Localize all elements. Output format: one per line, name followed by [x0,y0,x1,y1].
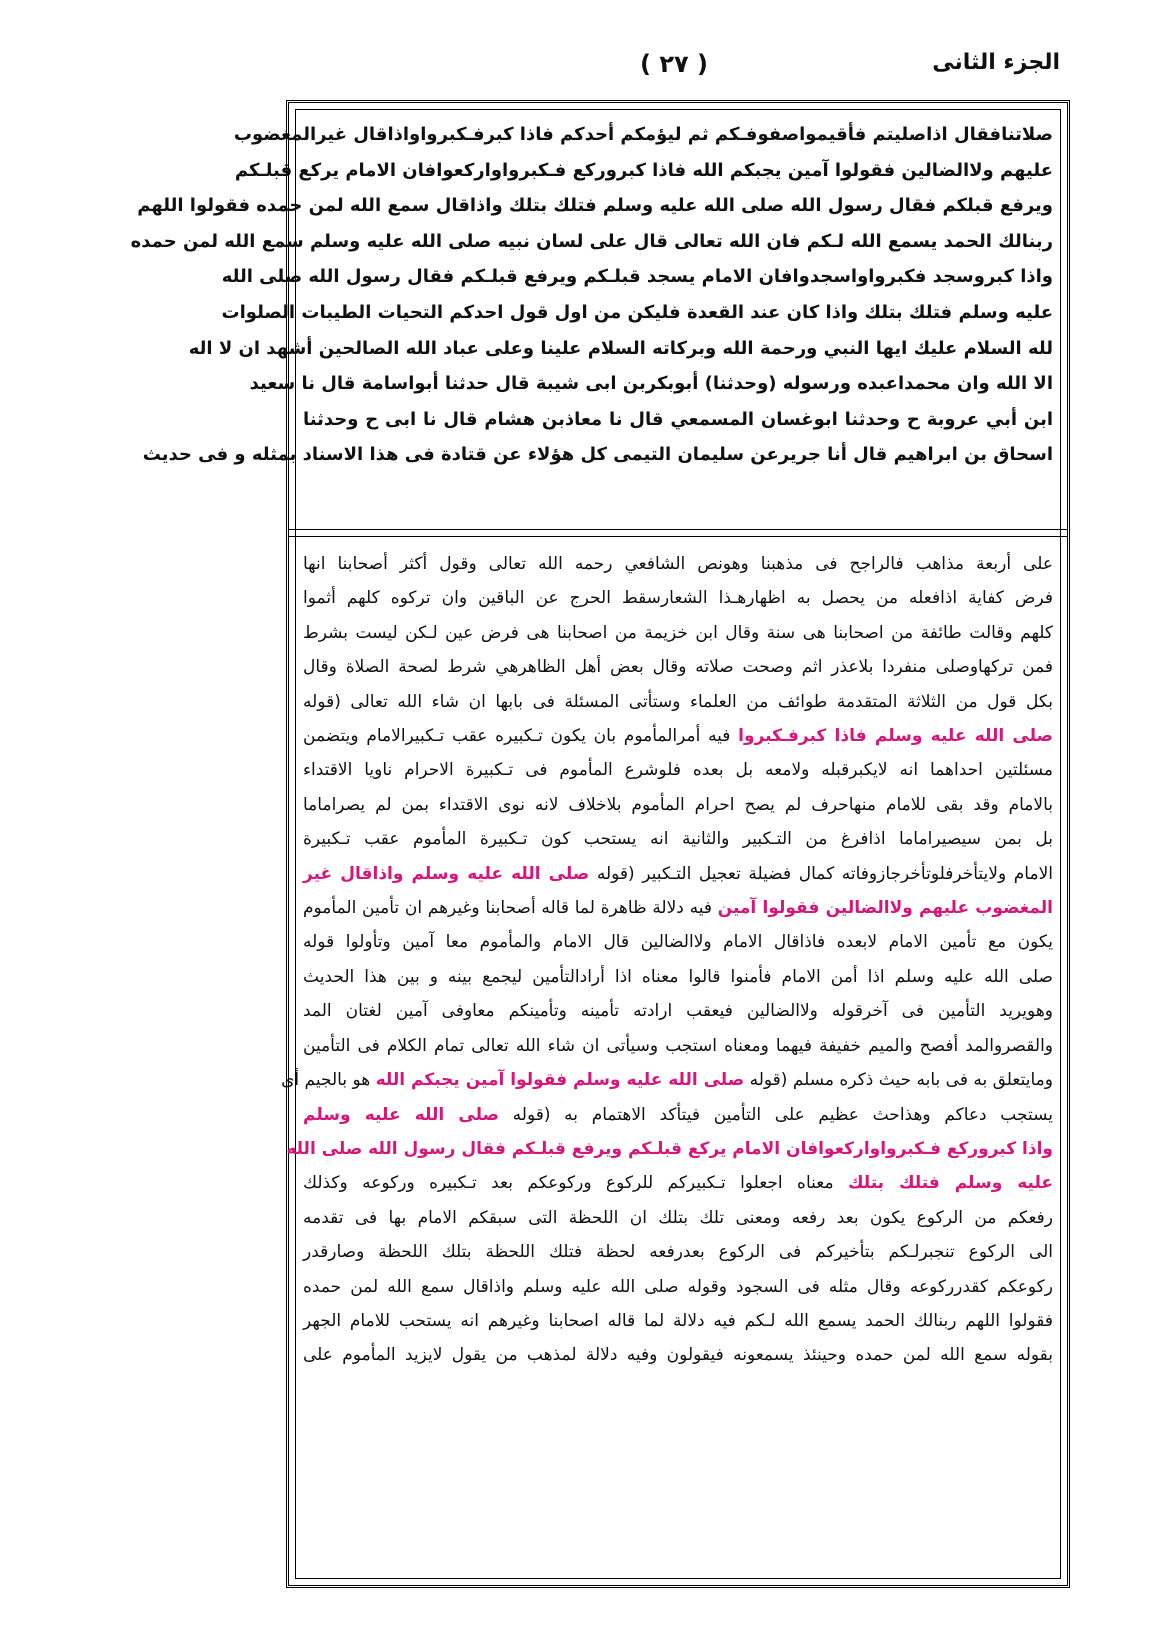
hadith-line: اسحاق بن ابراهيم قال أنا جريرعن سليمان التيمى كل هؤلاء عن قتادة فى هذا الاسناد بمثله و فى حديث [142,444,1053,466]
commentary-text: الامام ولايتأخرفلوتأخرجازوفاته كمال فضيلة تعجيل التـكبير (قوله [589,863,1054,884]
commentary-line: فرض كفاية اذافعله من يحصل به اظهارهـذا الشعارسقط الحرج عن الباقين وان تركوه كلهم أثموا [303,588,1053,609]
commentary-line: بالامام وقد بقى للامام منهاحرف لم يصح احرام المأموم بلاخلاف لانه نوى الاقتداء بمن لم يصراماما [303,794,1053,815]
page-frame [130,100,1070,1588]
commentary-line: وهويريد التأمين فى آخرقوله ولاالضالين فيعقب ارادته تأمينه وتأمينكم معاوفى آمين لغتان المد [303,1001,1053,1022]
hadith-line: عليهم ولاالضالين فقولوا آمين يجبكم الله فاذا كبروركع فـكبرواواركعوافان الامام يركع قبلـكم [234,159,1053,181]
section-divider [289,529,1067,537]
commentary-line: الى الركوع تنجبرلـكم بتأخيركم فى الركوع بعدرفعه لحظة فتلك اللحظة بتلك اللحظة وصارقدر [303,1242,1053,1263]
commentary-line: مسئلتين احداهما انه لايكبرقبله ولامعه بل بعده فلوشرع المأموم فى تـكبيرة الاحرام ناويا الاقتداء [303,760,1053,781]
quoted-hadith: صلى الله عليه وسلم فاذا كبرفـكبروا [738,726,1053,747]
commentary-line [303,857,1053,891]
commentary-line: ركوعكم كقدرركوعه وقال مثله فى السجود وقوله صلى الله عليه وسلم واذاقال سمع الله لمن حمده [303,1276,1053,1297]
commentary-line: بقوله سمع الله لمن حمده وحينئذ يسمعونه فيقولون وفيه دلالة لمذهب من يقول لايزيد المأموم على [303,1345,1053,1366]
commentary-text: ومايتعلق به فى بابه حيث ذكره مسلم (قوله [744,1070,1053,1091]
commentary-text: معناه اجعلوا تـكبيركم للركوع وركوعكم بعد تـكبيره وركوعه وكذلك [303,1173,848,1194]
commentary-line: يكون مع تأمين الامام لابعده فاذاقال الامام ولاالضالين قال الامام والمأموم معا آمين وتأولوا قوله [303,932,1053,953]
page-header [280,50,1080,90]
commentary-line: صلى الله عليه وسلم اذا أمن الامام فأمنوا قالوا معناه اذا أرادالتأمين ليجمع بينه و بين هذا الحديث [303,966,1053,987]
hadith-line: عليه وسلم فتلك بتلك واذا كان عند القعدة فليكن من اول قول احدكم التحيات الطيبات الصلوات [221,301,1053,323]
commentary-line: بكل قول من الثلاثة المتقدمة طوائف من العلماء وستأتى المسئلة فى بابها ان شاء الله تعالى (قوله [303,691,1053,712]
commentary-line: فمن تركهاوصلى منفردا بلاعذر اثم وصحت صلاته وقال بعض أهل الظاهرهي شرط لصحة الصلاة وقال [303,657,1053,678]
hadith-line: ربنالك الحمد يسمع الله لـكم فان الله تعالى قال على لسان نبيه صلى الله عليه وسلم سمع الله لمن حمده [130,230,1053,252]
hadith-text-block [130,117,1053,521]
commentary-line: كلهم وقالت طائفة من اصحابنا هى سنة وقال ابن خزيمة من اصحابنا هى فرض عين لـكن ليست بشرط [303,622,1053,643]
quoted-hadith: عليه وسلم فتلك بتلك [847,1173,1053,1194]
commentary-block [281,547,1054,1577]
page-number: ( ٢٧ ) [640,50,708,78]
hadith-line: الا الله وان محمداعبده ورسوله (وحدثنا) أبوبكربن ابى شيبة قال حدثنا أبواسامة قال نا سعيد [249,373,1053,395]
commentary-line: رفعكم من الركوع يكون بعد رفعه ومعنى تلك بتلك ان اللحظة التى سبقكم الامام بها فى تقدمه [303,1207,1053,1228]
commentary-text: يستجب دعاكم وهذاحث عظيم على التأمين فيتأكد الاهتمام به (قوله [498,1104,1053,1125]
hadith-line: ويرفع قبلكم فقال رسول الله صلى الله عليه وسلم فتلك بتلك واذاقال سمع الله لمن حمده فقولوا اللهم [137,195,1053,217]
commentary-text: فيه أمرالمأموم بان يكون تـكبيره عقب تـكبيرالامام ويتضمن [303,726,739,747]
quoted-hadith: صلى الله عليه وسلم فقولوا آمين يجبكم الله [375,1070,745,1091]
commentary-line [281,1063,1053,1097]
hadith-line: واذا كبروسجد فكبرواواسجدوافان الامام يسجد قبلـكم ويرفع قبلـكم فقال رسول الله صلى الله [221,266,1053,288]
commentary-line [303,891,1053,925]
hadith-line: لله السلام عليك ايها النبي ورحمة الله وبركاته السلام علينا وعلى عباد الله الصالحين أشهد ان لا اله [188,337,1053,359]
commentary-line: والقصروالمد أفصح والميم خفيفة فيهما ومعناه استجب وسيأتى ان شاء الله تعالى تمام الكلام فى التأمين [303,1035,1053,1056]
quoted-hadith: المغضوب عليهم ولاالضالين فقولوا آمين [717,898,1053,919]
quoted-hadith: صلى الله عليه وسلم واذاقال غير [303,863,590,884]
commentary-line: فقولوا اللهم ربنالك الحمد يسمع الله لـكم فيه دلالة لما قاله اصحابنا وغيرهم انه يستحب للامام الجهر [303,1310,1053,1331]
quoted-hadith: صلى الله عليه وسلم [303,1104,499,1125]
commentary-text: فيه دلالة ظاهرة لما قاله أصحابنا وغيرهم ان تأمين المأموم [303,898,718,919]
commentary-line [303,1098,1053,1132]
commentary-text: هو بالجيم أى [281,1070,376,1091]
commentary-line: على أربعة مذاهب فالراجح فى مذهبنا وهونص الشافعي رحمه الله تعالى وقول أكثر أصحابنا انها [303,554,1053,574]
volume-title: الجزء الثانى [932,50,1060,75]
quoted-hadith-line: واذا كبروركع فـكبرواواركعوافان الامام يركع قبلـكم ويرفع قبلـكم فقال رسول الله صلى الله [286,1138,1053,1159]
commentary-line: بل بمن سيصيراماما اذافرغ من التـكبير والثانية انه يستحب كون تـكبيرة المأموم عقب تـكبيرة [303,829,1053,850]
hadith-line: ابن أبي عروبة ح وحدثنا ابوغسان المسمعي قال نا معاذبن هشام قال نا ابى ح وحدثنا [303,408,1053,430]
commentary-line [303,1166,1053,1200]
hadith-line: صلاتنافقال اذاصليتم فأقيمواصفوفـكم ثم ليؤمكم أحدكم فاذا كبرفـكبرواواذاقال غيرالمغضوب [233,124,1053,145]
commentary-line [303,719,1053,753]
